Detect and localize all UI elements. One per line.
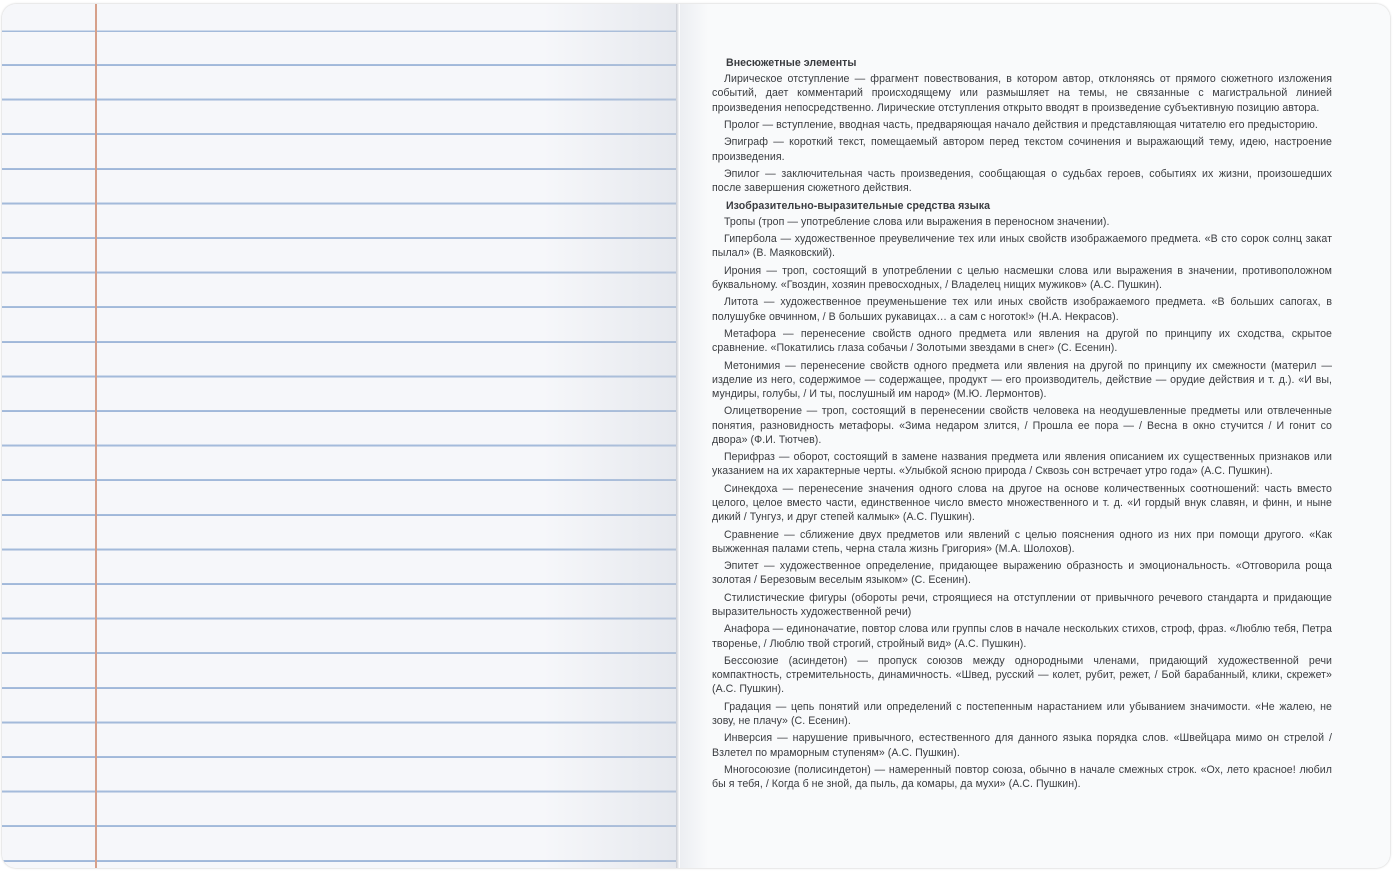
definition-paragraph: Инверсия — нарушение привычного, естественного для данного языка порядка слов. «Швейцара мимо он стрелой / Взлетел по мраморным ступеням» (А.С. Пушкин).	[712, 732, 1332, 759]
definition-paragraph: Метафора — перенесение свойств одного предмета или явления на другой по принципу их сходства, скрытое сравнение. «Покатились глаза собачьи / Золотыми звездами в снег» (С. Есенин).	[712, 327, 1332, 355]
definition-paragraph: Олицетворение — троп, состоящий в перенесении свойств человека на неодушевленные предметы или отвлеченные понятия, разновидность метафоры. «Зима недаром злится, / Прошла ее пора — / Весна в окно стучится / И гонит со двора» (Ф.И. Тютчев).	[712, 405, 1332, 446]
definition-paragraph: Синекдоха — перенесение значения одного слова на другое на основе количественных соотношений: часть вместо целого, целое вместо части, единственное число вместо множественного и т. д. «И гордый внук славян, и финн, и ныне дикий / Тунгуз, и друг степей калмык» (А.С. Пушкин).	[712, 482, 1332, 524]
margin-line	[95, 4, 97, 868]
definition-paragraph: Градация — цепь понятий или определений с постепенным нарастанием или убыванием значимости. «Не жалею, не зову, не плачу» (С. Есенин).	[712, 700, 1332, 727]
definition-paragraph: Литота — художественное преуменьшение тех или иных свойств изображаемого предмета. «В больших сапогах, в полушубке овчинном, / В больших рукавицах… а сам с ноготок!» (Н.А. Некрасов).	[712, 296, 1332, 323]
reference-text	[712, 56, 1332, 794]
definition-paragraph: Многосоюзие (полисиндетон) — намеренный повтор союза, обычно в начале смежных строк. «Ох, лето красное! любил бы я тебя, / Когда б не зной, да пыль, да комары, да мухи» (А.С. Пушкин).	[712, 763, 1332, 791]
definition-paragraph: Лирическое отступление — фрагмент повествования, в котором автор, отклоняясь от прямого сюжетного изложения событий, дает комментарий происходящему или размышляет на темы, не связанные с магистральной линией произведения непосредственно. Лирические отступления открыто вводят в произведение субъективную позицию автора.	[712, 73, 1332, 114]
definition-paragraph: Эпилог — заключительная часть произведения, сообщающая о судьбах героев, событиях их жизни, произошедших после завершения сюжетного действия.	[712, 167, 1332, 195]
section-heading: Изобразительно-выразительные средства языка	[726, 199, 991, 212]
definition-paragraph: Тропы (троп — употребление слова или выражения в переносном значении).	[724, 215, 1110, 228]
definition-paragraph: Бессоюзие (асиндетон) — пропуск союзов между однородными членами, придающий художественной речи компактность, стремительность, динамичность. «Швед, русский — колет, рубит, режет, / Бой барабанный, клики, скрежет» (А.С. Пушкин).	[712, 654, 1332, 696]
definition-paragraph: Анафора — единоначатие, повтор слова или группы слов в начале нескольких стихов, строф, фраз. «Люблю тебя, Петра творенье, / Люблю твой строгий, стройный вид» (А.С. Пушкин).	[712, 623, 1332, 650]
reference-page	[680, 4, 1390, 868]
definition-paragraph: Сравнение — сближение двух предметов или явлений с целью пояснения одного из них при помощи другого. «Как выжженная палами степь, черна стала жизнь Григория» (М.А. Шолохов).	[712, 528, 1332, 555]
definition-paragraph: Эпиграф — короткий текст, помещаемый автором перед текстом сочинения и выражающий тему, идею, настроение произведения.	[712, 136, 1332, 163]
definition-paragraph: Стилистические фигуры (обороты речи, строящиеся на отступлении от привычного речевого стандарта и придающие выразительность художественной речи)	[712, 591, 1332, 618]
definition-paragraph: Гипербола — художественное преувеличение тех или иных свойств изображаемого предмета. «В сто сорок солнц закат пылал» (В. Маяковский).	[712, 233, 1332, 260]
definition-paragraph: Перифраз — оборот, состоящий в замене названия предмета или явления описанием их существенных признаков или указанием на их характерные черты. «Улыбкой ясною природа / Сквозь сон встречает утро года» (А.С. Пушкин).	[712, 451, 1332, 478]
definition-paragraph: Эпитет — художественное определение, придающее выражению образность и эмоциональность. «Отговорила роща золотая / Березовым веселым языком» (С. Есенин).	[712, 560, 1332, 587]
definition-paragraph: Пролог — вступление, вводная часть, предваряющая начало действия и представляющая читателю его предысторию.	[724, 119, 1318, 131]
section-heading: Внесюжетные элементы	[726, 57, 857, 69]
definition-paragraph: Метонимия — перенесение свойств одного предмета или явления на другой по принципу их смежности (материл — изделие из него, содержимое — содержащее, продукт — его производитель, действие — орудие действия и т. д.). «И вы, мундиры, голубы, / И ты, послушный им народ» (М.Ю. Лермонтов).	[712, 359, 1332, 400]
lined-page	[2, 4, 678, 868]
definition-paragraph: Ирония — троп, состоящий в употреблении с целью насмешки слова или выражения в значении, противоположном буквальному. «Гвоздин, хозяин превосходных, / Владелец нищих мужиков» (А.С. Пушкин).	[712, 264, 1332, 291]
notebook-spread	[2, 4, 1390, 868]
